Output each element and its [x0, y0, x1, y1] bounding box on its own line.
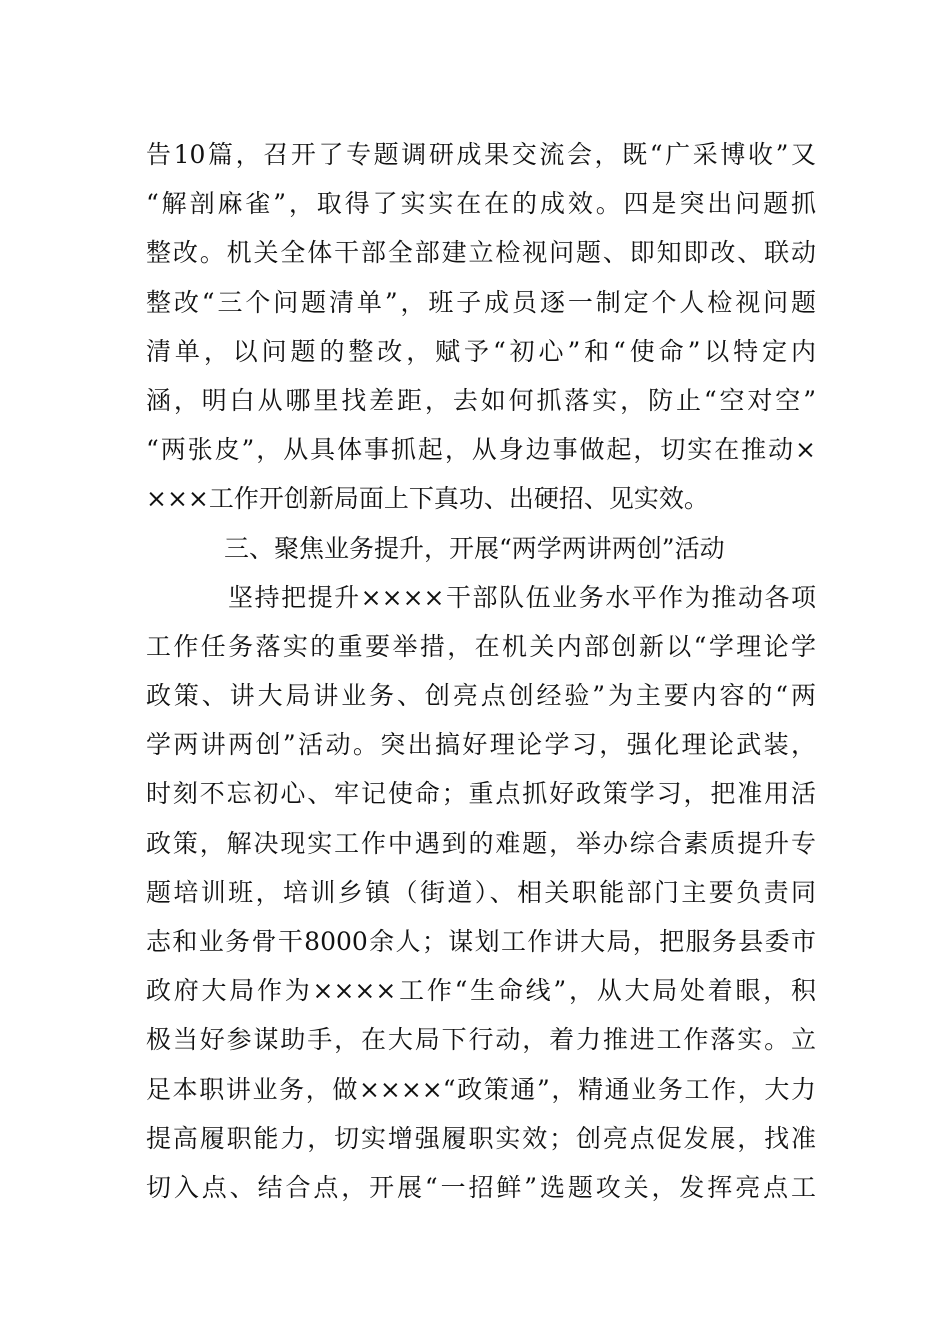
- text-line: 涵，明白从哪里找差距，去如何抓落实，防止“空对空”: [146, 385, 816, 415]
- text-line: 足本职讲业务，做××××“政策通”，精通业务工作，大力: [146, 1074, 816, 1104]
- text-line: 政府大局作为××××工作“生命线”，从大局处着眼，积: [146, 976, 816, 1006]
- text-line: 时刻不忘初心、牢记使命；重点抓好政策学习，把准用活: [146, 779, 816, 809]
- section-heading: 三、聚焦业务提升，开展“两学两讲两创”活动: [224, 533, 725, 563]
- text-line: 工作任务落实的重要举措，在机关内部创新以“学理论学: [146, 631, 816, 661]
- text-line: 整改。机关全体干部全部建立检视问题、即知即改、联动: [146, 238, 816, 268]
- text-line: 极当好参谋助手，在大局下行动，着力推进工作落实。立: [146, 1025, 816, 1055]
- text-line: “解剖麻雀”，取得了实实在在的成效。四是突出问题抓: [146, 189, 816, 219]
- text-line: 坚持把提升××××干部队伍业务水平作为推动各项: [228, 582, 816, 612]
- text-line: 政策、讲大局讲业务、创亮点创经验”为主要内容的“两: [146, 681, 816, 711]
- text-line: 提高履职能力，切实增强履职实效；创亮点促发展，找准: [146, 1123, 816, 1153]
- text-line: ×××工作开创新局面上下真功、出硬招、见实效。: [146, 484, 709, 514]
- text-line: 政策，解决现实工作中遇到的难题，举办综合素质提升专: [146, 828, 816, 858]
- body-text: [146, 130, 816, 1212]
- text-line: 整改“三个问题清单”，班子成员逐一制定个人检视问题: [146, 287, 816, 317]
- text-line: 告10篇，召开了专题调研成果交流会，既“广采博收”又: [146, 140, 816, 169]
- text-line: 切入点、结合点，开展“一招鲜”选题攻关，发挥亮点工: [146, 1172, 816, 1202]
- text-line: 学两讲两创”活动。突出搞好理论学习，强化理论武装，: [146, 730, 816, 760]
- text-line: 题培训班，培训乡镇（街道）、相关职能部门主要负责同: [146, 877, 816, 907]
- text-line: 清单，以问题的整改，赋予“初心”和“使命”以特定内: [146, 336, 816, 366]
- text-line: 志和业务骨干8000余人；谋划工作讲大局，把服务县委市: [146, 927, 816, 956]
- text-line: “两张皮”，从具体事抓起，从身边事做起，切实在推动×: [146, 435, 816, 465]
